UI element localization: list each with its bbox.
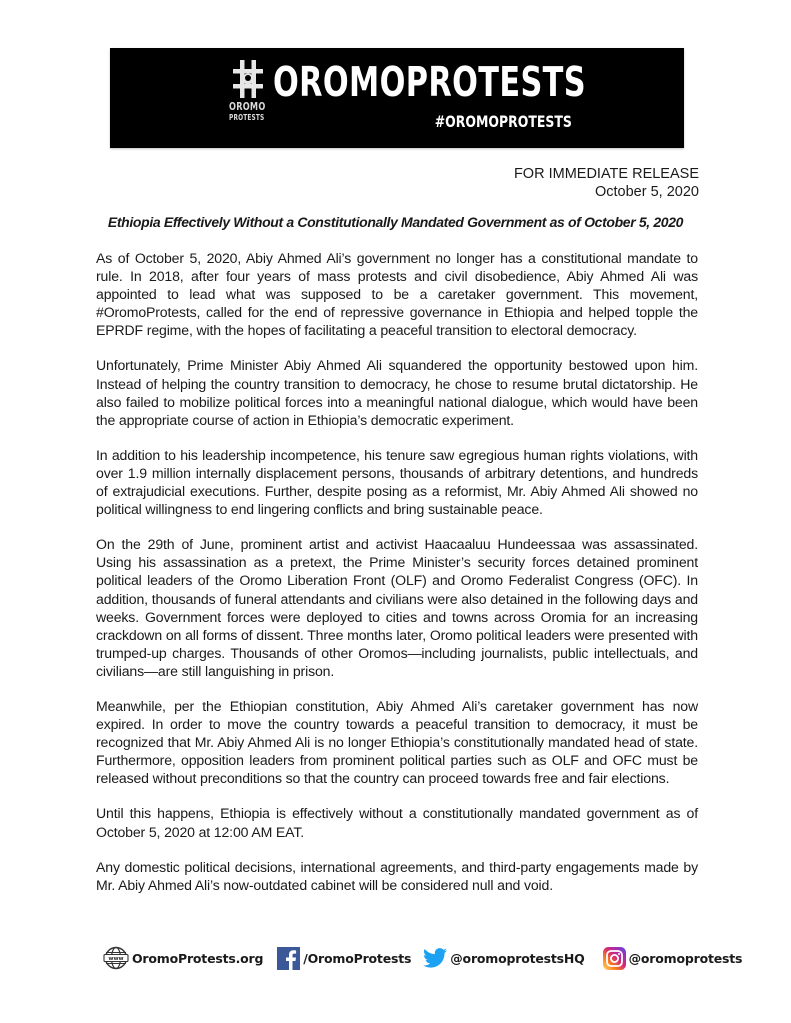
instagram-link[interactable] — [603, 947, 743, 970]
paragraph: Meanwhile, per the Ethiopian constitution, Abiy Ahmed Ali’s caretaker government has now expired. In order to move the country towards a peaceful transition to democracy, it must be recognized that Mr. Abiy Ahmed Ali is no longer Ethiopia’s constitutionally mandated head of state. Furthermore, opposition leaders from prominent political parties such as OLF and OFC must be released without preconditions so that the country can proceed towards free and fair elections. — [96, 697, 698, 787]
facebook-label: /OromoProtests — [303, 950, 412, 966]
banner-hashtag: #OROMOPROTESTS — [434, 112, 572, 131]
twitter-link[interactable] — [423, 948, 584, 968]
paragraph: Until this happens, Ethiopia is effectively without a constitutionally mandated government as of October 5, 2020 at 12:00 AM EAT. — [96, 805, 698, 840]
paragraph: On the 29th of June, prominent artist and activist Haacaaluu Hundeessaa was assassinated. Using his assassination as a pretext, the Prime Minister’s security forces detained prominent political leaders of the Oromo Liberation Front (OLF) and Oromo Federalist Congress (OFC). In addition, thousands of funeral attendants and civilians were also detained in the following days and weeks. Government forces were deployed to cities and towns across Oromia for an increasing crackdown on all forms of dissent. Three months later, Oromo political leaders were presented with trumped-up charges. Thousands of other Oromos—including journalists, public intellectuals, and civilians—are still languishing in prison. — [96, 536, 698, 679]
press-release-body — [96, 249, 698, 911]
paragraph: As of October 5, 2020, Abiy Ahmed Ali’s government no longer has a constitutional mandate to rule. In 2018, after four years of mass protests and civil disobedience, Abiy Ahmed Ali was appointed to lead what was supposed to be a caretaker government. This movement, #OromoProtests, called for the end of repressive governance in Ethiopia and helped topple the EPRDF regime, with the hopes of facilitating a peaceful transition to electoral democracy. — [96, 250, 698, 339]
website-label: OromoProtests.org — [132, 950, 264, 966]
release-date: October 5, 2020 — [595, 184, 699, 200]
press-release-headline: Ethiopia Effectively Without a Constitutionally Mandated Government as of October 5, 2020 — [107, 214, 684, 230]
facebook-link[interactable] — [277, 947, 411, 970]
globe-www-icon — [103, 946, 129, 970]
header-banner — [110, 48, 684, 148]
hash-logo-icon — [233, 60, 263, 98]
svg-text:www: www — [108, 956, 124, 962]
logo-subtitle — [229, 102, 269, 121]
paragraph: Unfortunately, Prime Minister Abiy Ahmed Ali squandered the opportunity bestowed upon him. Instead of helping the country transition to democracy, he chose to resume brutal dictatorship. He also failed to mobilize political forces into a meaningful national dialogue, which would have been the appropriate course of action in Ethiopia’s democratic experiment. — [96, 357, 698, 428]
logo-line-2: PROTESTS — [229, 112, 265, 122]
logo-line-1: OROMO — [229, 101, 266, 113]
twitter-label: @oromoprotestsHQ — [450, 950, 585, 966]
release-info — [514, 165, 699, 201]
paragraph: Any domestic political decisions, international agreements, and third-party engagements made by Mr. Abiy Ahmed Ali’s now-outdated cabinet will be considered null and void. — [96, 858, 698, 893]
release-label: FOR IMMEDIATE RELEASE — [513, 166, 699, 182]
instagram-label: @oromoprotests — [628, 950, 743, 966]
footer-links — [103, 945, 752, 971]
website-link[interactable] — [103, 946, 263, 970]
banner-title: OROMOPROTESTS — [273, 58, 586, 106]
twitter-icon — [423, 948, 447, 968]
facebook-icon — [277, 947, 300, 970]
paragraph: In addition to his leadership incompetence, his tenure saw egregious human rights violations, with over 1.9 million internally displacement persons, thousands of arbitrary detentions, and hundreds of extrajudicial executions. Further, despite posing as a reformist, Mr. Abiy Ahmed Ali showed no political willingness to end lingering conflicts and bring sustainable peace. — [96, 446, 698, 518]
instagram-icon — [603, 947, 626, 970]
